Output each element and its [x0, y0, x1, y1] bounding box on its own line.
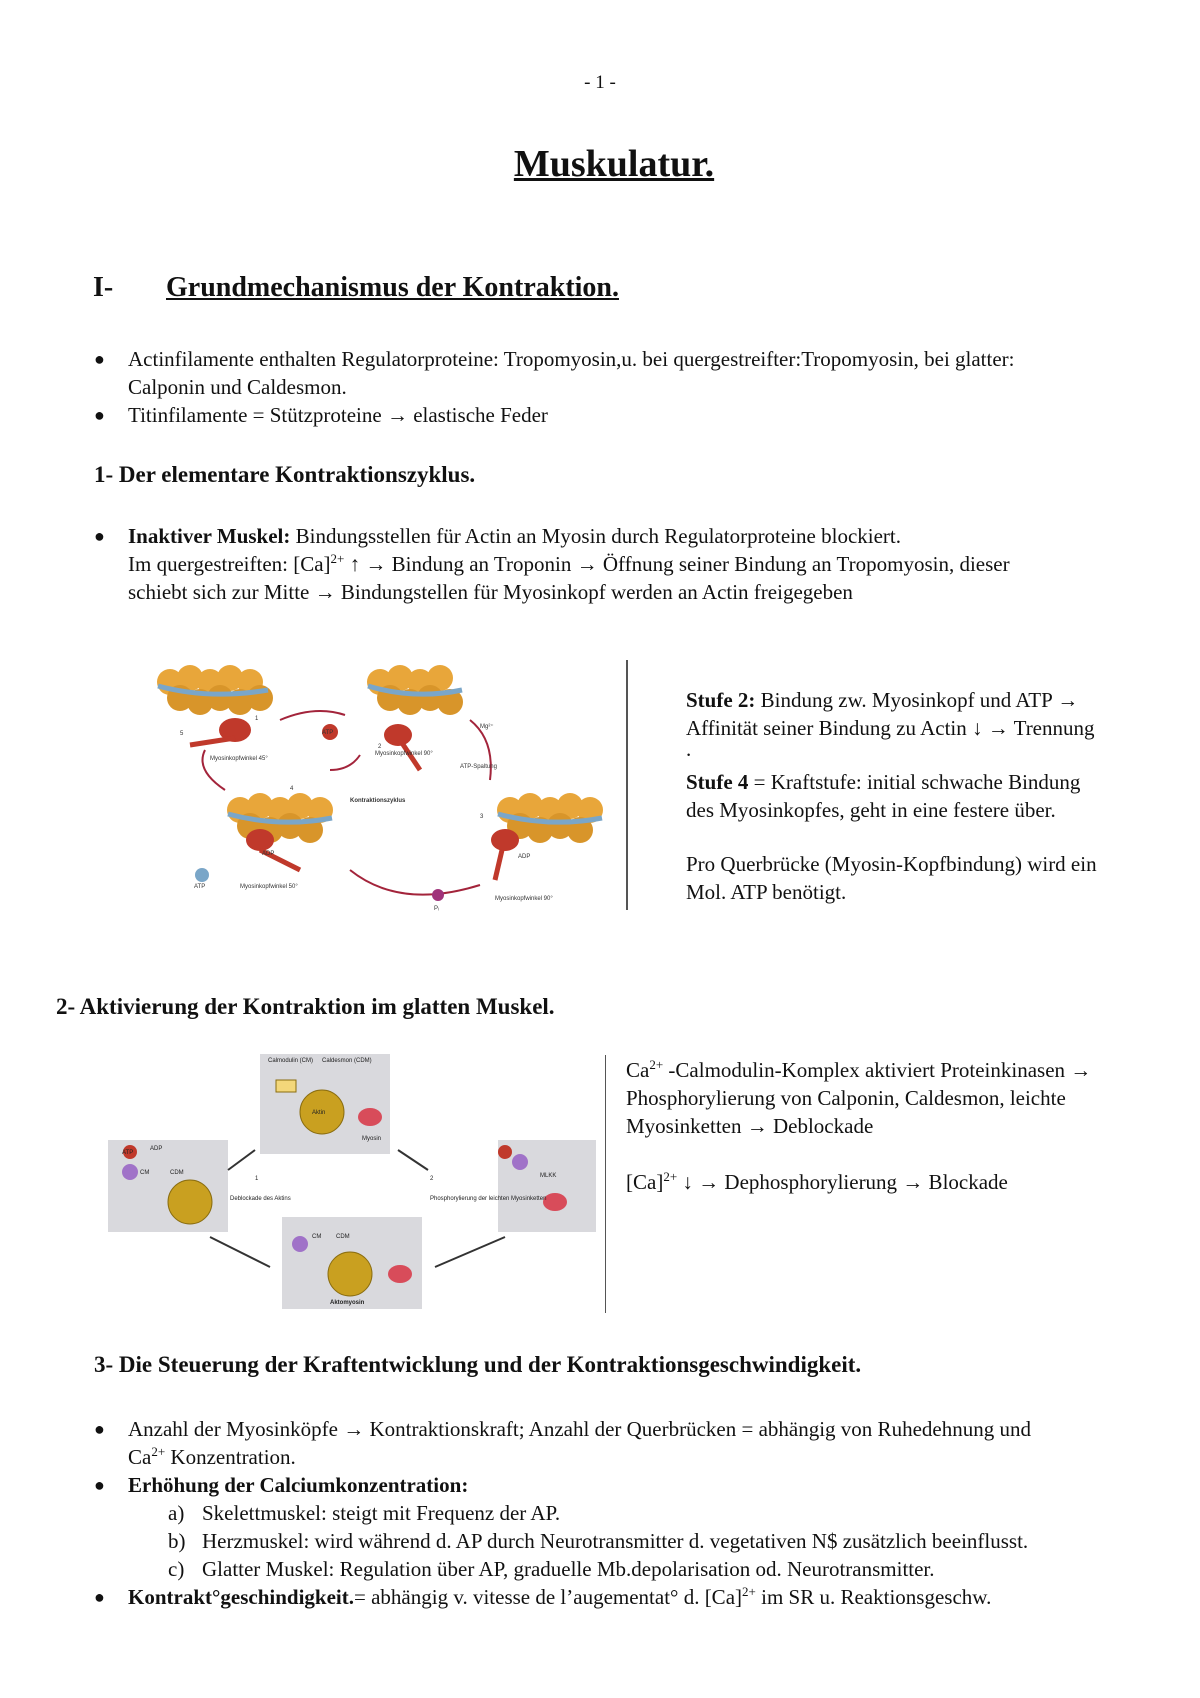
fig1-step: 3: [480, 814, 484, 820]
fig1-label: ADP: [262, 851, 275, 857]
bullet-dot: ●: [94, 1419, 105, 1439]
superscript: 2+: [649, 1057, 664, 1072]
page-number: - 1 -: [584, 72, 616, 93]
contraction-cycle-figure: [150, 660, 620, 920]
list-text: Herzmuskel: wird während d. AP durch Neurotransmitter d. vegetativen N$ zusätzlich beeinflusst.: [202, 1529, 1029, 1553]
text-span: im SR u. Reaktionsgeschw.: [755, 1585, 992, 1609]
actin-sphere: [328, 1252, 372, 1296]
fig2-label: ADP: [150, 1146, 163, 1152]
myosin-head: [543, 1193, 567, 1211]
actin-filament-top-right: [367, 665, 463, 715]
fig2-label: Deblockade des Aktins: [230, 1196, 291, 1202]
stufe2-line-1: [686, 686, 1186, 714]
ca-ion-icon: [512, 1154, 528, 1170]
text-span: ↓ → Dephosphorylierung → Blockade: [677, 1170, 1008, 1194]
superscript: 2+: [330, 551, 345, 566]
atp-icon: [498, 1145, 512, 1159]
fig1-label: ATP: [322, 730, 334, 736]
bullet-text-cont: [128, 1443, 296, 1471]
side2-line-4: [626, 1168, 1186, 1196]
fig2-label: ATP: [122, 1150, 134, 1156]
pro-line-1: Pro Querbrücke (Myosin-Kopfbindung) wird ein: [686, 852, 1097, 876]
bullet-dot: ●: [94, 1587, 105, 1607]
fig2-label: CDM: [336, 1234, 350, 1240]
fig2-label: CM: [312, 1234, 322, 1240]
fig1-label: Myosinkopfwinkel 90°: [495, 896, 553, 902]
bullet-text-cont: Calponin und Caldesmon.: [128, 375, 347, 399]
text-span: Ca: [128, 1445, 152, 1469]
bullet-text: [128, 1471, 468, 1499]
superscript: 2+: [742, 1584, 756, 1599]
section-title: Grundmechanismus der Kontraktion.: [166, 272, 619, 303]
inactive-line-1: [128, 522, 901, 550]
fig1-step: 5: [180, 731, 184, 737]
fig2-label: Caldesmon (CDM): [322, 1058, 372, 1064]
section-number: I-: [93, 272, 114, 303]
fig1-label: Kontraktionszyklus: [350, 798, 406, 804]
actin-sphere: [168, 1180, 212, 1224]
subsection-heading-2: 2- Aktivierung der Kontraktion im glatten Muskel.: [56, 994, 555, 1019]
bold-text: Stufe 2:: [686, 688, 756, 712]
myosin-head: [358, 1108, 382, 1126]
fig1-label: Pᵢ: [434, 906, 439, 912]
bullet-dot: ●: [94, 349, 105, 369]
bold-text: Stufe 4: [686, 770, 749, 794]
text-span: Bindung zw. Myosinkopf und ATP →: [755, 688, 1079, 712]
list-marker: a): [168, 1501, 185, 1525]
vertical-divider: [605, 1055, 606, 1313]
actin-filament-bottom-left: [227, 793, 333, 843]
fig1-label: ADP: [518, 854, 531, 860]
side2-line-3: Myosinketten → Deblockade: [626, 1114, 874, 1138]
text-span: -Calmodulin-Komplex aktiviert Proteinkinasen →: [663, 1058, 1092, 1082]
inactive-text: Bindungsstellen für Actin an Myosin durch Regulatorproteine blockiert.: [290, 524, 902, 548]
fig1-label: ATP: [194, 884, 206, 890]
fig2-label: CM: [140, 1170, 150, 1176]
list-text: Skelettmuskel: steigt mit Frequenz der AP.: [202, 1501, 561, 1525]
fig1-step: 2: [378, 744, 382, 750]
fig1-label: Mg²⁺: [480, 724, 494, 730]
bold-text: Erhöhung der Calciumkonzentration:: [128, 1473, 469, 1497]
text-span: Konzentration.: [165, 1445, 296, 1469]
bullet-text: Actinfilamente enthalten Regulatorproteine: Tropomyosin,u. bei quergestreifter:Tropomyosin, bei glatter:: [128, 347, 1015, 371]
fig2-label: CDM: [170, 1170, 184, 1176]
panel-right: [498, 1140, 596, 1232]
text-span: = abhängig v. vitesse de l’augementat° d. [Ca]: [354, 1585, 743, 1609]
fig2-label: Myosin: [362, 1136, 382, 1142]
atp-released-icon: [195, 868, 209, 882]
page-title: Muskulatur.: [513, 143, 715, 185]
list-text: Glatter Muskel: Regulation über AP, graduelle Mb.depolarisation od. Neurotransmitter.: [202, 1557, 935, 1581]
myosin-head: [388, 1265, 412, 1283]
figure1-side-text: [686, 686, 1186, 906]
bullet-dot: ●: [94, 405, 105, 425]
stufe4-line-2: des Myosinkopfes, geht in eine festere über.: [686, 798, 1056, 822]
alpha-list-item: [168, 1555, 935, 1583]
list-marker: c): [168, 1557, 185, 1581]
text-span: Ca: [626, 1058, 650, 1082]
ca-ion-icon: [122, 1164, 138, 1180]
fig2-label: Calmodulin (CM): [268, 1058, 314, 1064]
phosphate-icon: [432, 889, 444, 901]
fig1-step: 4: [290, 786, 294, 792]
bullet-text: Titinfilamente = Stützproteine → elastische Feder: [128, 403, 548, 427]
fig1-label: Myosinkopfwinkel 45°: [210, 756, 268, 762]
fig2-step: 2: [430, 1176, 434, 1182]
list-marker: b): [168, 1529, 186, 1553]
fig1-label: Myosinkopfwinkel 50°: [240, 884, 298, 890]
actin-filament-top-left: [157, 665, 273, 715]
inactive-line-2: [128, 550, 1010, 578]
bullet-dot: ●: [94, 526, 105, 546]
fig2-label: Aktin: [312, 1110, 326, 1116]
text-span: ↑ → Bindung an Troponin → Öffnung seiner Bindung an Tropomyosin, dieser: [344, 552, 1010, 576]
text-span: Im quergestreiften: [Ca]: [128, 552, 331, 576]
dot-line: .: [686, 737, 692, 761]
text-span: [Ca]: [626, 1170, 664, 1194]
vertical-divider: [626, 660, 628, 910]
text-span: = Kraftstufe: initial schwache Bindung: [748, 770, 1081, 794]
fig1-label: ATP-Spaltung: [460, 764, 497, 770]
fig1-label: Myosinkopfwinkel 90°: [375, 751, 433, 757]
fig2-label: Phosphorylierung der leichten Myosinketten: [430, 1196, 547, 1202]
stufe2-line-2: Affinität seiner Bindung zu Actin ↓ → Trennung: [686, 716, 1095, 740]
side2-line-1: [626, 1056, 1186, 1084]
fig2-label: MLKK: [540, 1173, 557, 1179]
pro-line-2: Mol. ATP benötigt.: [686, 880, 847, 904]
bold-text: Kontrakt°geschindigkeit.: [128, 1585, 354, 1609]
smooth-muscle-activation-figure: [100, 1052, 600, 1312]
superscript: 2+: [151, 1444, 166, 1459]
alpha-list-item: [168, 1527, 1028, 1555]
inactive-line-3: schiebt sich zur Mitte → Bindungstellen für Myosinkopf werden an Actin freigegeben: [128, 580, 853, 604]
superscript: 2+: [663, 1169, 678, 1184]
bullet-text: Anzahl der Myosinköpfe → Kontraktionskraft; Anzahl der Querbrücken = abhängig von Ruhedehnung und: [128, 1417, 1031, 1441]
bullet-text: [128, 1583, 991, 1611]
fig2-label: Aktomyosin: [330, 1300, 365, 1306]
alpha-list-item: [168, 1499, 560, 1527]
stufe4-line-1: [686, 768, 1186, 796]
bold-lead: Inaktiver Muskel:: [128, 524, 291, 548]
side2-line-2: Phosphorylierung von Calponin, Caldesmon, leichte: [626, 1086, 1066, 1110]
bullet-dot: ●: [94, 1475, 105, 1495]
subsection-heading-3: 3- Die Steuerung der Kraftentwicklung und der Kontraktionsgeschwindigkeit.: [94, 1352, 862, 1377]
fig1-step: 1: [255, 716, 259, 722]
calmodulin-box: [276, 1080, 296, 1092]
subsection-heading-1: 1- Der elementare Kontraktionszyklus.: [94, 462, 476, 487]
figure2-side-text: [626, 1056, 1186, 1196]
ca-ion-icon: [292, 1236, 308, 1252]
fig2-step: 1: [255, 1176, 259, 1182]
